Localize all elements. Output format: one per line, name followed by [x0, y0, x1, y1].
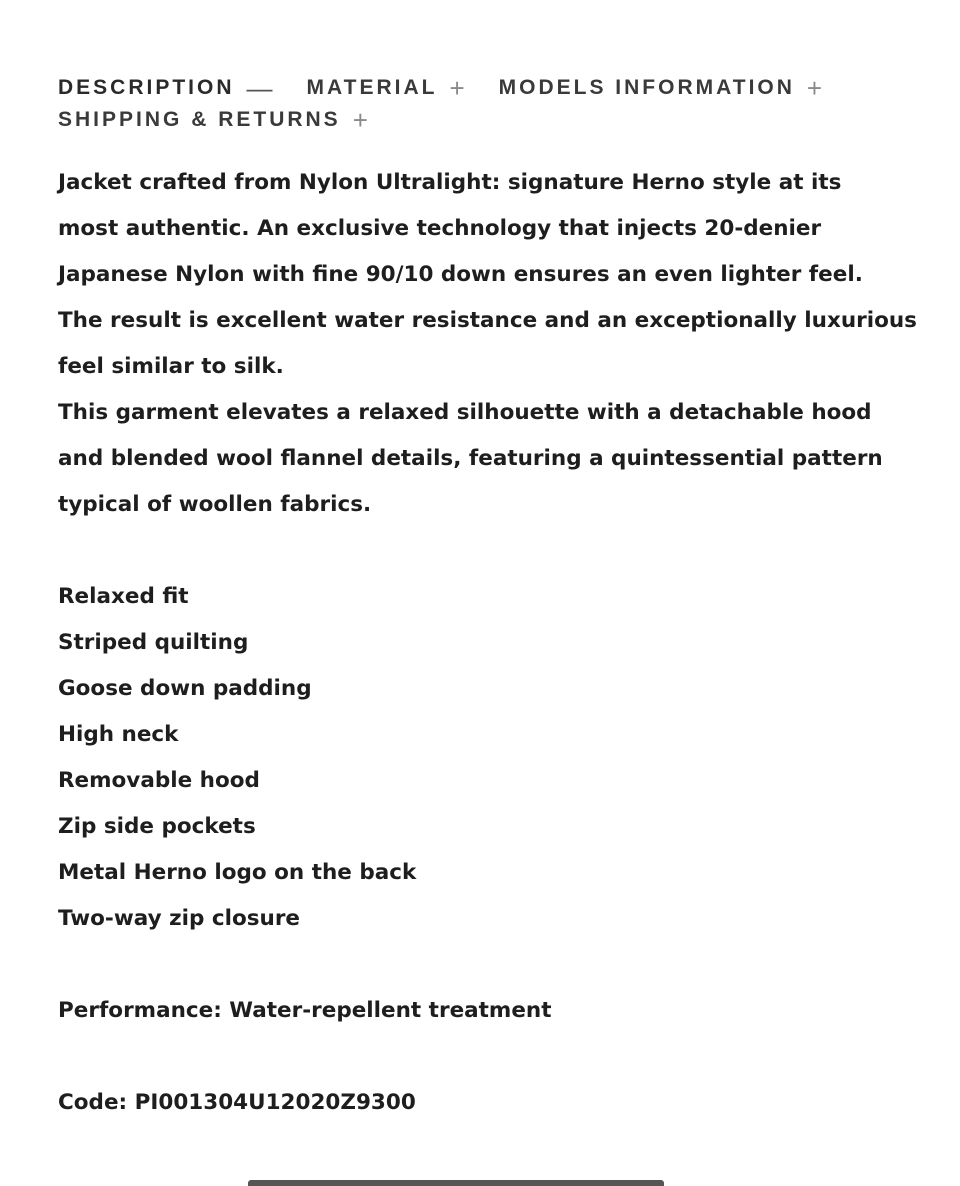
product-info-tabs — [58, 72, 918, 136]
feature-item: Two-way zip closure — [58, 906, 301, 931]
description-panel — [58, 160, 917, 1126]
expand-icon: + — [352, 104, 368, 135]
tab-models-information[interactable] — [499, 73, 822, 104]
spacer — [58, 1034, 858, 1080]
spacer — [58, 528, 858, 574]
feature-item: Zip side pockets — [58, 814, 256, 839]
tab-row-1 — [58, 72, 918, 104]
feature-list — [58, 574, 858, 942]
description-line: typical of woollen fabrics. — [58, 492, 372, 517]
description-line: feel similar to silk. — [58, 354, 284, 379]
description-line: Jacket crafted from Nylon Ultralight: signature Herno style at its — [58, 170, 842, 195]
collapse-icon: — — [246, 72, 273, 103]
spacer — [58, 942, 858, 988]
feature-item: High neck — [58, 722, 179, 747]
description-line: The result is excellent water resistance and an exceptionally luxurious — [58, 308, 917, 333]
feature-item: Removable hood — [58, 768, 260, 793]
tab-material-label: MATERIAL — [306, 76, 438, 99]
tab-material[interactable] — [307, 73, 465, 104]
feature-item: Relaxed fit — [58, 584, 189, 609]
tab-shipping-returns-label: SHIPPING & RETURNS — [58, 108, 341, 131]
description-line: most authentic. An exclusive technology that injects 20-denier — [58, 216, 822, 241]
tab-models-information-label: MODELS INFORMATION — [498, 76, 795, 99]
tab-shipping-returns[interactable] — [58, 105, 368, 136]
feature-item: Metal Herno logo on the back — [58, 860, 417, 885]
tab-description-label: DESCRIPTION — [58, 76, 235, 99]
tab-row-2 — [58, 104, 918, 136]
description-text — [58, 160, 917, 528]
product-code: Code: PI001304U12020Z9300 — [58, 1090, 416, 1115]
description-line: and blended wool flannel details, featuring a quintessential pattern — [58, 446, 883, 471]
expand-icon: + — [806, 72, 823, 103]
feature-item: Striped quilting — [58, 630, 249, 655]
performance-text: Performance: Water-repellent treatment — [58, 998, 552, 1023]
home-indicator[interactable] — [248, 1180, 664, 1186]
feature-item: Goose down padding — [58, 676, 312, 701]
expand-icon: + — [449, 72, 465, 103]
description-line: Japanese Nylon with fine 90/10 down ensures an even lighter feel. — [58, 262, 863, 287]
description-line: This garment elevates a relaxed silhouette with a detachable hood — [58, 400, 872, 425]
tab-description[interactable] — [58, 73, 273, 104]
